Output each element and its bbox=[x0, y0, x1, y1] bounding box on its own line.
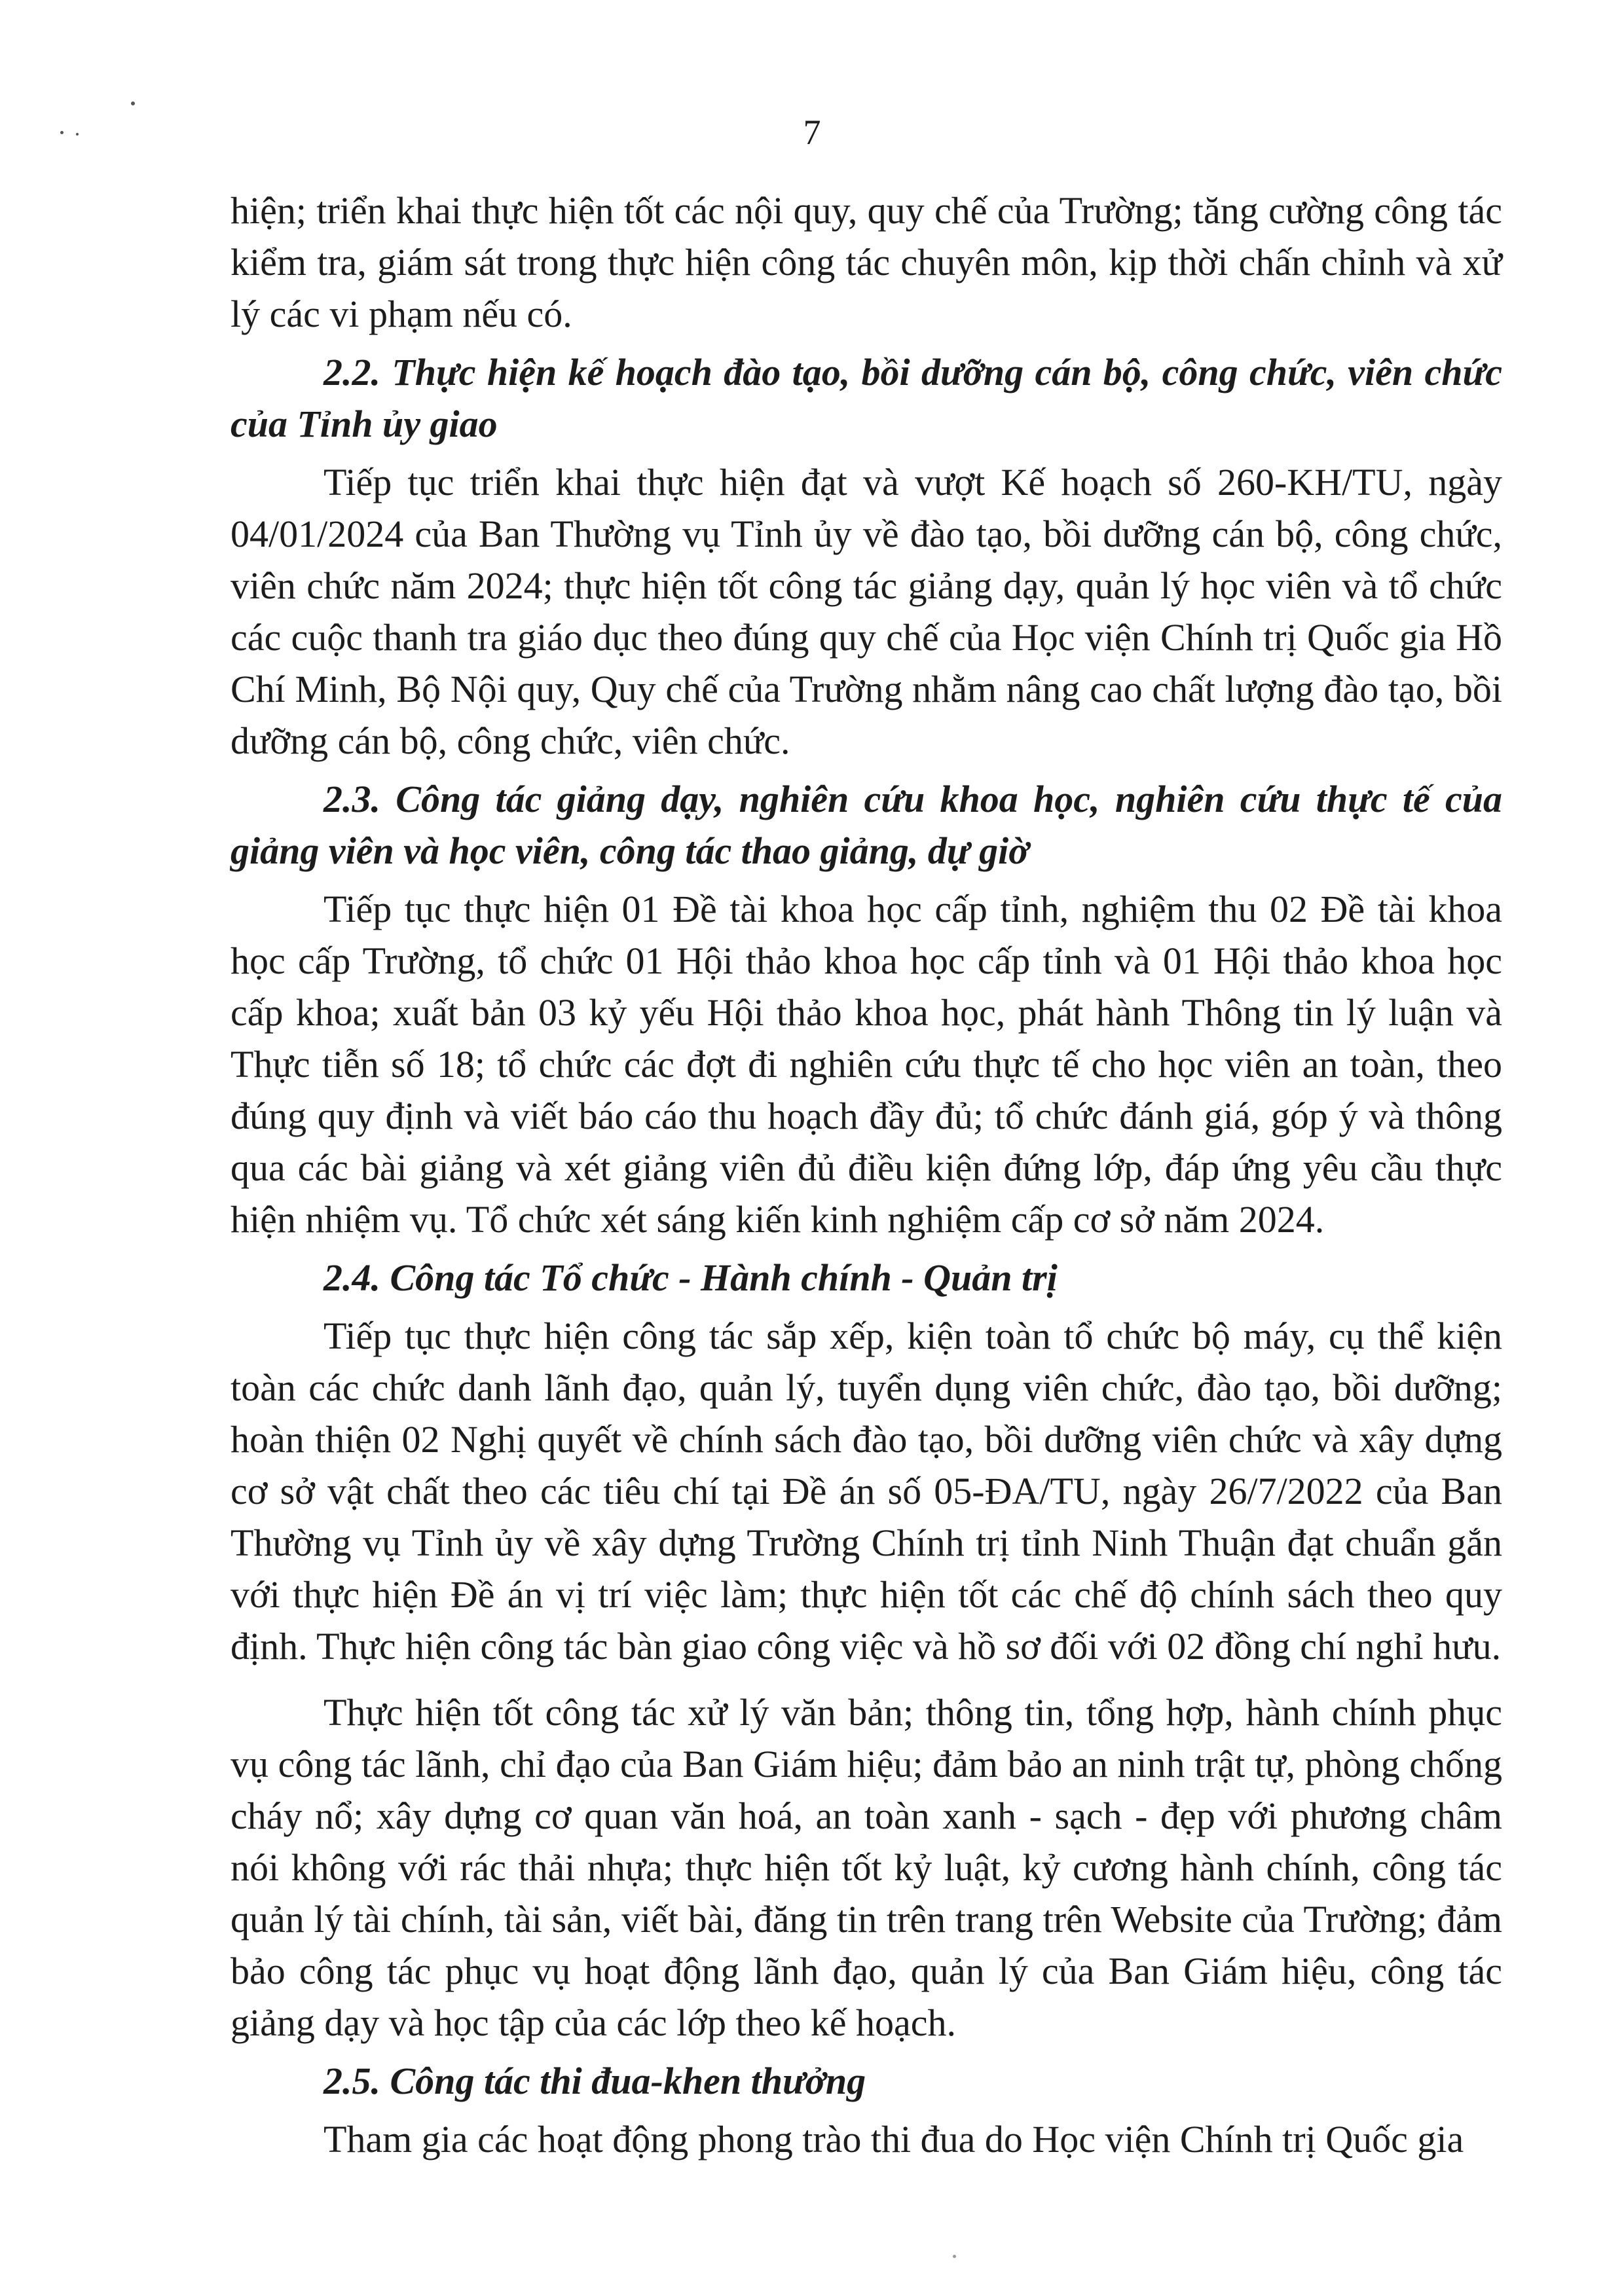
section-heading-2-5: 2.5. Công tác thi đua-khen thưởng bbox=[323, 2060, 866, 2102]
section-heading-2-4: 2.4. Công tác Tổ chức - Hành chính - Quản trị bbox=[323, 1256, 1058, 1299]
page-number: 7 bbox=[803, 113, 821, 152]
scan-speck bbox=[131, 101, 135, 105]
section-heading-2-2: 2.2. Thực hiện kế hoạch đào tạo, bồi dưỡng cán bộ, công chức, viên chức của Tỉnh ủy giao bbox=[231, 351, 1502, 445]
paragraph-research: Tiếp tục thực hiện 01 Đề tài khoa học cấp tỉnh, nghiệm thu 02 Đề tài khoa học cấp Trường, tổ chức 01 Hội thảo khoa học cấp tỉnh và 01 Hội thảo khoa học cấp khoa; xuất bản 03 kỷ yếu Hội thảo khoa học, phát hành Thông tin lý luận và Thực tiễn số 18; tổ chức các đợt đi nghiên cứu thực tế cho học viên an toàn, theo đúng quy định và viết báo cáo thu hoạch đầy đủ; tổ chức đánh giá, góp ý và thông qua các bài giảng và xét giảng viên đủ điều kiện đứng lớp, đáp ứng yêu cầu thực hiện nhiệm vụ. Tổ chức xét sáng kiến kinh nghiệm cấp cơ sở năm 2024. bbox=[231, 888, 1502, 1241]
scan-speck bbox=[953, 2255, 956, 2258]
paragraph-administration: Thực hiện tốt công tác xử lý văn bản; thông tin, tổng hợp, hành chính phục vụ công tác lãnh, chỉ đạo của Ban Giám hiệu; đảm bảo an ninh trật tự, phòng chống cháy nổ; xây dựng cơ quan văn hoá, an toàn xanh - sạch - đẹp với phương châm nói không với rác thải nhựa; thực hiện tốt kỷ luật, kỷ cương hành chính, công tác quản lý tài chính, tài sản, viết bài, đăng tin trên trang trên Website của Trường; đảm bảo công tác phục vụ hoạt động lãnh đạo, quản lý của Ban Giám hiệu, công tác giảng dạy và học tập của các lớp theo kế hoạch. bbox=[231, 1691, 1502, 2044]
paragraph-emulation: Tham gia các hoạt động phong trào thi đua do Học viện Chính trị Quốc gia bbox=[323, 2118, 1464, 2160]
paragraph-continuation: hiện; triển khai thực hiện tốt các nội quy, quy chế của Trường; tăng cường công tác kiểm tra, giám sát trong thực hiện công tác chuyên môn, kịp thời chấn chỉnh và xử lý các vi phạm nếu có. bbox=[231, 189, 1502, 335]
paragraph-training-plan: Tiếp tục triển khai thực hiện đạt và vượt Kế hoạch số 260-KH/TU, ngày 04/01/2024 của Ban Thường vụ Tỉnh ủy về đào tạo, bồi dưỡng cán bộ, công chức, viên chức năm 2024; thực hiện tốt công tác giảng dạy, quản lý học viên và tổ chức các cuộc thanh tra giáo dục theo đúng quy chế của Học viện Chính trị Quốc gia Hồ Chí Minh, Bộ Nội quy, Quy chế của Trường nhằm nâng cao chất lượng đào tạo, bồi dưỡng cán bộ, công chức, viên chức. bbox=[231, 461, 1502, 762]
document-body bbox=[231, 185, 1502, 2165]
paragraph-organization: Tiếp tục thực hiện công tác sắp xếp, kiện toàn tổ chức bộ máy, cụ thể kiện toàn các chức danh lãnh đạo, quản lý, tuyển dụng viên chức, đào tạo, bồi dưỡng; hoàn thiện 02 Nghị quyết về chính sách đào tạo, bồi dưỡng viên chức và xây dựng cơ sở vật chất theo các tiêu chí tại Đề án số 05-ĐA/TU, ngày 26/7/2022 của Ban Thường vụ Tỉnh ủy về xây dựng Trường Chính trị tỉnh Ninh Thuận đạt chuẩn gắn với thực hiện Đề án vị trí việc làm; thực hiện tốt các chế độ chính sách theo quy định. Thực hiện công tác bàn giao công việc và hồ sơ đối với 02 đồng chí nghỉ hưu. bbox=[231, 1315, 1502, 1667]
section-heading-2-3: 2.3. Công tác giảng dạy, nghiên cứu khoa học, nghiên cứu thực tế của giảng viên và học viên, công tác thao giảng, dự giờ bbox=[231, 778, 1502, 872]
